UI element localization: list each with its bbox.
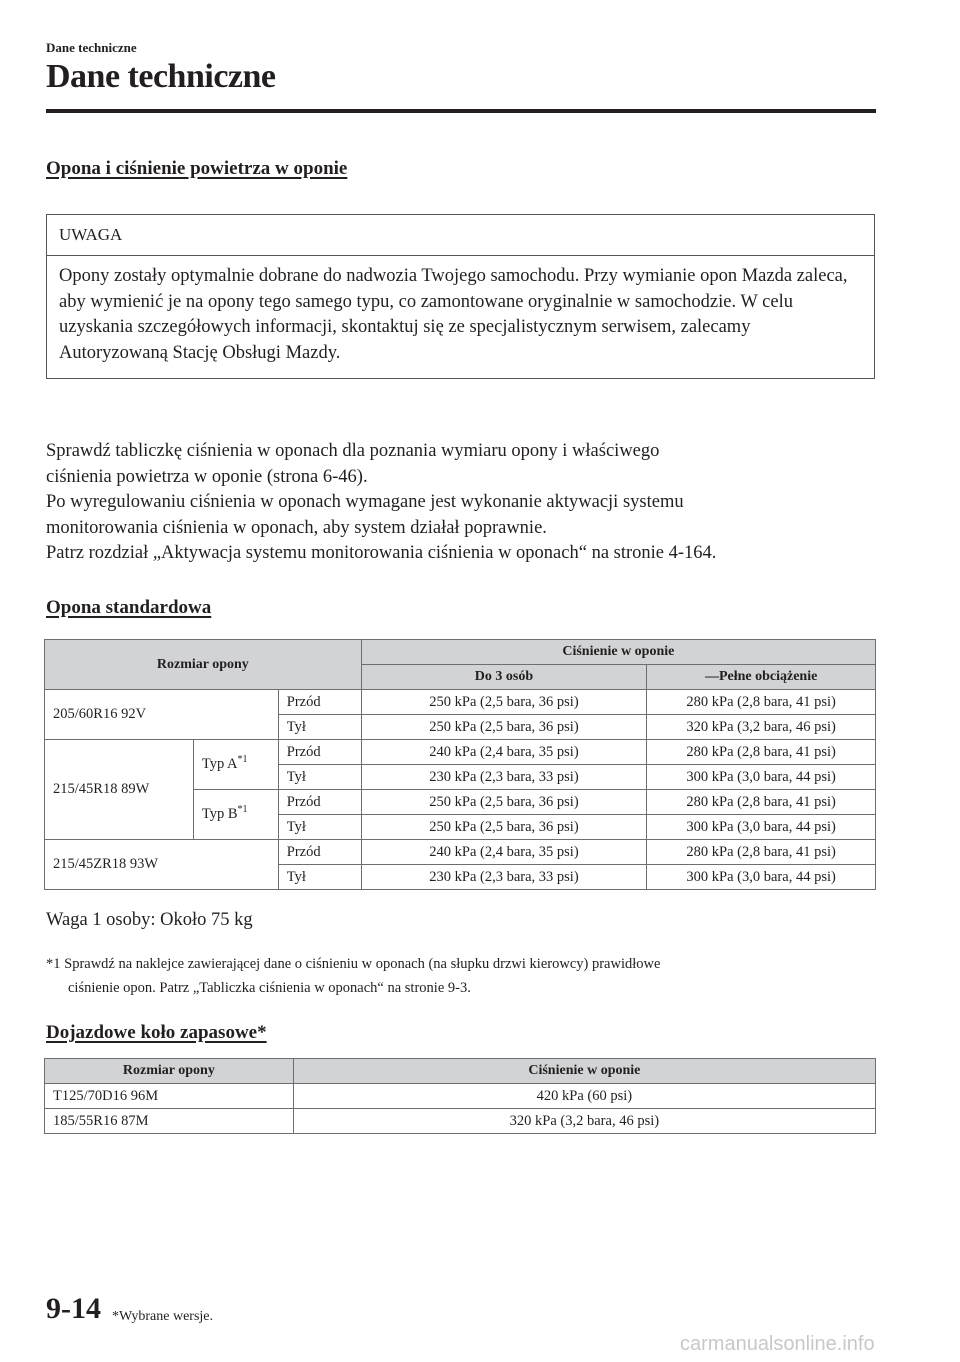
note-text: Opony zostały optymalnie dobrane do nadwozia Twojego samochodu. Przy wymianie opon Mazda zaleca, aby wymienić je na opony tego samego typu, co zamontowane oryginalnie w samochodzie. W celu uzyskania szczegółowych informacji, skontaktuj się ze specjalistycznym serwisem, zalecamy Autoryzowaną Stację Obsługi Mazdy. xyxy=(59,266,848,363)
pressure-cell: 250 kPa (2,5 bara, 36 psi) xyxy=(361,790,647,815)
tire-size-cell: 205/60R16 92V xyxy=(45,690,279,740)
pressure-cell: 250 kPa (2,5 bara, 36 psi) xyxy=(361,715,647,740)
page-title: Dane techniczne xyxy=(46,58,276,95)
pressure-cell: 240 kPa (2,4 bara, 35 psi) xyxy=(361,740,647,765)
table-row xyxy=(45,1084,876,1109)
pressure-cell: 240 kPa (2,4 bara, 35 psi) xyxy=(361,840,647,865)
tire-size-cell: 185/55R16 87M xyxy=(45,1109,294,1134)
tire-size-cell: T125/70D16 96M xyxy=(45,1084,294,1109)
paragraph-line: ciśnienia powietrza w oponie (strona 6-46). xyxy=(46,466,368,487)
pressure-cell: 280 kPa (2,8 bara, 41 psi) xyxy=(647,690,876,715)
section-heading-tire-pressure: Opona i ciśnienie powietrza w oponie xyxy=(46,158,348,179)
position-cell: Tył xyxy=(278,715,361,740)
footer-note: *Wybrane wersje. xyxy=(112,1309,214,1324)
footnote-line: *1 Sprawdź na naklejce zawierającej dane o ciśnieniu w oponach (na słupku drzwi kierowcy) prawidłowe xyxy=(46,956,661,972)
watermark: carmanualsonline.info xyxy=(680,1333,875,1355)
pressure-cell: 230 kPa (2,3 bara, 33 psi) xyxy=(361,865,647,890)
pressure-cell: 300 kPa (3,0 bara, 44 psi) xyxy=(647,865,876,890)
paragraph-line: Po wyregulowaniu ciśnienia w oponach wymagane jest wykonanie aktywacji systemu xyxy=(46,492,684,512)
paragraph-line: Sprawdź tabliczkę ciśnienia w oponach dla poznania wymiaru opony i właściwego xyxy=(46,441,660,461)
pressure-cell: 280 kPa (2,8 bara, 41 psi) xyxy=(647,790,876,815)
pressure-cell: 280 kPa (2,8 bara, 41 psi) xyxy=(647,840,876,865)
pressure-cell: 250 kPa (2,5 bara, 36 psi) xyxy=(361,815,647,840)
position-cell: Przód xyxy=(278,840,361,865)
header-tire-size: Rozmiar opony xyxy=(45,1059,294,1084)
pressure-cell: 420 kPa (60 psi) xyxy=(293,1084,875,1109)
table-row xyxy=(45,690,876,715)
pressure-cell: 230 kPa (2,3 bara, 33 psi) xyxy=(361,765,647,790)
table-header-row xyxy=(45,1059,876,1084)
position-cell: Tył xyxy=(278,815,361,840)
footnote-line: ciśnienie opon. Patrz „Tabliczka ciśnienia w oponach“ na stronie 9-3. xyxy=(68,980,471,996)
pressure-cell: 320 kPa (3,2 bara, 46 psi) xyxy=(647,715,876,740)
table-row xyxy=(45,840,876,865)
paragraph-line: monitorowania ciśnienia w oponach, aby system działał poprawnie. xyxy=(46,517,547,538)
position-cell: Tył xyxy=(278,765,361,790)
header-pressure: Ciśnienie w oponie xyxy=(361,640,875,665)
position-cell: Przód xyxy=(278,740,361,765)
type-cell xyxy=(193,740,278,790)
type-label: Typ B xyxy=(201,806,238,822)
spare-tire-table xyxy=(44,1058,876,1134)
footnote-mark: *1 xyxy=(237,804,248,816)
table-row xyxy=(45,740,876,765)
pressure-cell: 320 kPa (3,2 bara, 46 psi) xyxy=(293,1109,875,1134)
position-cell: Przód xyxy=(278,790,361,815)
type-cell xyxy=(193,790,278,840)
header-pressure: Ciśnienie w oponie xyxy=(293,1059,875,1084)
title-rule xyxy=(46,109,876,113)
note-label: UWAGA xyxy=(47,215,874,256)
pressure-cell: 300 kPa (3,0 bara, 44 psi) xyxy=(647,765,876,790)
header-tire-size: Rozmiar opony xyxy=(45,640,362,690)
weight-note: Waga 1 osoby: Około 75 kg xyxy=(46,910,253,930)
section-heading-standard-tire: Opona standardowa xyxy=(46,597,212,618)
footnote-mark: *1 xyxy=(237,754,248,766)
footnote xyxy=(46,952,876,1000)
table-row xyxy=(45,1109,876,1134)
table-header-row xyxy=(45,640,876,665)
standard-tire-table xyxy=(44,639,876,890)
type-label: Typ A xyxy=(201,756,238,772)
section-heading-spare-tire: Dojazdowe koło zapasowe* xyxy=(46,1022,267,1043)
header-up-to-3: Do 3 osób xyxy=(361,665,647,690)
pressure-cell: 250 kPa (2,5 bara, 36 psi) xyxy=(361,690,647,715)
running-head: Dane techniczne xyxy=(46,40,137,55)
pressure-cell: 300 kPa (3,0 bara, 44 psi) xyxy=(647,815,876,840)
paragraph-line: Patrz rozdział „Aktywacja systemu monitorowania ciśnienia w oponach“ na stronie 4-164. xyxy=(46,543,717,563)
header-full-load: —Pełne obciążenie xyxy=(647,665,876,690)
instruction-paragraph xyxy=(46,439,886,567)
page-number: 9-14 xyxy=(46,1292,101,1325)
tire-size-cell: 215/45R18 89W xyxy=(45,740,194,840)
position-cell: Przód xyxy=(278,690,361,715)
tire-size-cell: 215/45ZR18 93W xyxy=(45,840,279,890)
pressure-cell: 280 kPa (2,8 bara, 41 psi) xyxy=(647,740,876,765)
note-box xyxy=(46,214,875,379)
position-cell: Tył xyxy=(278,865,361,890)
